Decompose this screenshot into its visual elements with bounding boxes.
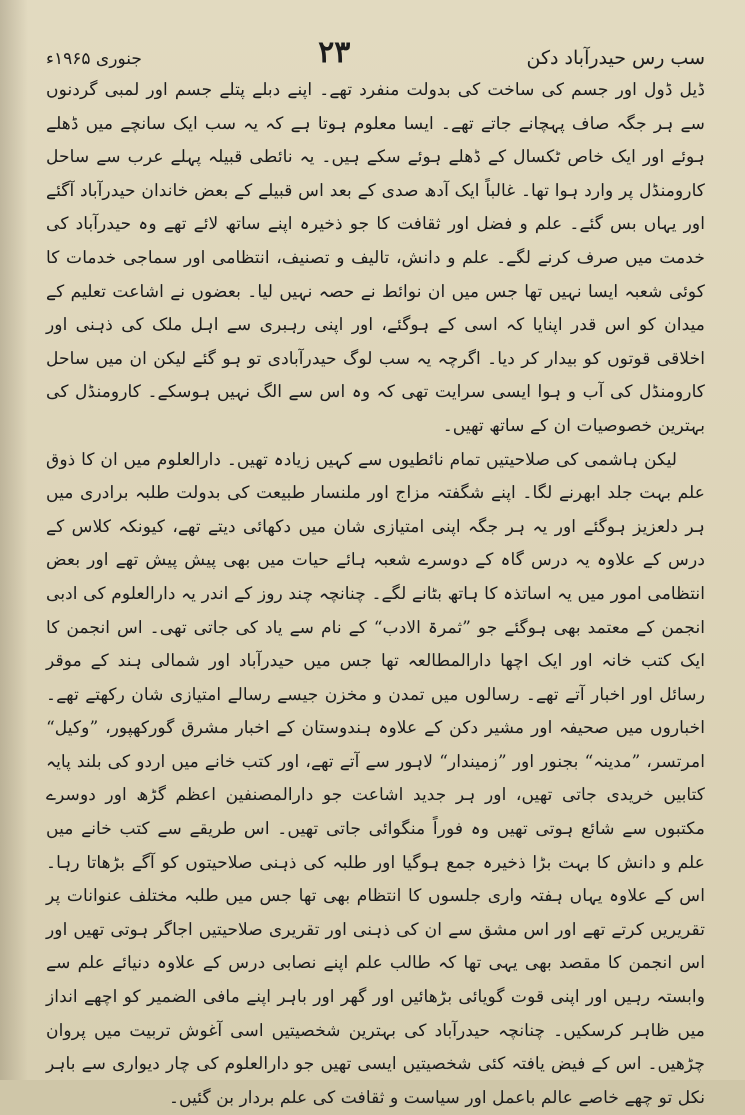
- paragraph-2: لیکن ہاشمی کی صلاحیتیں تمام نائطیوں سے کہیں زیادہ تھیں۔ دارالعلوم میں ان کا ذوق علم بہت جلد ابھرنے لگا۔ اپنے شگفتہ مزاج اور ملنسار طبیعت کی بدولت طلبہ برادری میں ہر دلعزیز ہوگئے اور یہ ہر جگہ اپنی امتیازی شان میں دکھائی دیتے تھے، کیونکہ کلاس کے درس کے علاوہ یہ درس گاہ کے دوسرے شعبہ ہائے حیات میں بھی پیش پیش تھے اور بعض انتظامی امور میں یہ اساتذہ کا ہاتھ بٹانے لگے۔ چنانچہ چند روز کے اندر یہ دارالعلوم کی ادبی انجمن کے معتمد بھی ہوگئے جو ”ثمرۃ الادب“ کے نام سے یاد کی جاتی تھی۔ اس انجمن کا ایک کتب خانہ اور ایک اچھا دارالمطالعہ تھا جس میں حیدرآباد اور شمالی ہند کے موقر رسائل اور اخبار آتے تھے۔ رسالوں میں تمدن و مخزن جیسے رسالے امتیازی شان رکھتے تھے۔ اخباروں میں صحیفہ اور مشیر دکن کے علاوہ ہندوستان کے اخبار مشرق گورکھپور، ”وکیل“ امرتسر، ”مدینہ“ بجنور اور ”زمیندار“ لاہور سے آتے تھے، اور کتب خانے میں اردو کی بلند پایہ کتابیں خریدی جاتی تھیں، اور ہر جدید اشاعت جو دارالمصنفین اعظم گڑھ اور دوسرے مکتبوں سے شائع ہوتی تھیں وہ فوراً منگوائی جاتی تھیں۔ اس طریقے سے کتب خانے میں علم و دانش کا بہت بڑا ذخیرہ جمع ہوگیا اور طلبہ کی ذہنی صلاحیتوں کو آگے بڑھاتا رہا۔ اس کے علاوہ یہاں ہفتہ واری جلسوں کا انتظام بھی تھا جس میں طلبہ مختلف عنوانات پر تقریریں کرتے تھے اور اس مشق سے ان کی ذہنی اور تقریری صلاحیتیں اجاگر ہوتی تھیں اور اس انجمن کا مقصد بھی یہی تھا کہ طالب علم اپنے نصابی درس کے علاوہ دنیائے علم سے وابستہ رہیں اور اپنی قوت گویائی بڑھائیں اور گھر اور باہر اپنے مافی الضمیر کو اچھے انداز میں ظاہر کرسکیں۔ چنانچہ حیدرآباد کی بہترین شخصیتیں اسی آغوش تربیت میں پروان چڑھیں۔ اس کے فیض یافتہ کئی شخصیتیں ایسی تھیں جو دارالعلوم کی چار دیواری سے باہر نکل تو چھے خاصے عالم باعمل اور سیاست و ثقافت کی علم بردار بن گئیں۔: [46, 449, 705, 1108]
- article-body: [46, 74, 705, 1115]
- journal-title: سب رس حیدرآباد دکن: [526, 47, 705, 69]
- issue-date: جنوری ۱۹۶۵ء: [46, 49, 142, 69]
- page-number: ۲۳: [318, 35, 351, 70]
- paragraph-1: ڈیل ڈول اور جسم کی ساخت کی بدولت منفرد تھے۔ اپنے دبلے پتلے جسم اور لمبی گردنوں سے ہر جگہ صاف پہچانے جاتے تھے۔ ایسا معلوم ہوتا ہے کہ یہ سب ایک سانچے میں ڈھلے ہوئے اور ایک خاص ٹکسال کے ڈھلے ہوئے سکے ہیں۔ یہ نائطی قبیلہ پہلے عرب سے ساحل کارومنڈل پر وارد ہوا تھا۔ غالباً ایک آدھ صدی کے بعد اس قبیلے کے بعض خاندان حیدرآباد آگئے اور یہاں بس گئے۔ علم و فضل اور ثقافت کا جو ذخیرہ اپنے ساتھ لائے تھے وہ حیدرآباد کی خدمت میں صرف کرنے لگے۔ علم و دانش، تالیف و تصنیف، انتظامی اور سماجی خدمات کا کوئی شعبہ ایسا نہیں تھا جس میں ان نوائط نے حصہ نہیں لیا۔ بعضوں نے اشاعت تعلیم کے میدان کو اس قدر اپنایا کہ اسی کے ہوگئے، اور اپنی رہبری سے اہل ملک کی ذہنی اور اخلاقی قوتوں کو بیدار کر دیا۔ اگرچہ یہ سب لوگ حیدرآبادی تو ہو گئے لیکن ان میں ساحل کارومنڈل کی آب و ہوا ایسی سرایت تھی کہ وہ اس سے الگ نہیں ہوسکے۔ کارومنڈل کی بہترین خصوصیات ان کے ساتھ تھیں۔: [46, 80, 705, 436]
- page-header: [46, 28, 705, 68]
